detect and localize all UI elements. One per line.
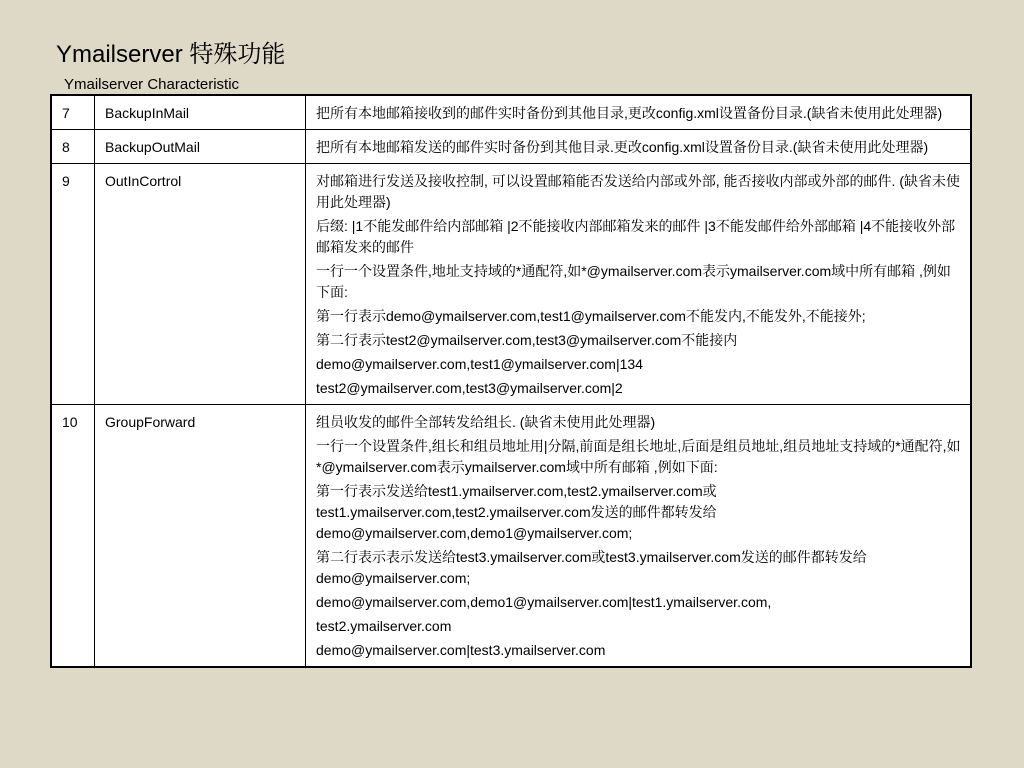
table-row [51,164,971,405]
feature-description [306,164,972,405]
feature-table [50,94,972,668]
feature-description [306,95,972,130]
description-line: 对邮箱进行发送及接收控制, 可以设置邮箱能否发送给内部或外部, 能否接收内部或外部的邮件. (缺省未使用此处理器) [316,173,960,210]
description-line: 第二行表示表示发送给test3.ymailserver.com或test3.ymailserver.com发送的邮件都转发给demo@ymailserver.com; [316,549,867,586]
description-line: 第一行表示发送给test1.ymailserver.com,test2.ymailserver.com或test1.ymailserver.com,test2.ymailserver.com发送的邮件都转发给demo@ymailserver.com,demo1@ymailserver.com; [316,483,717,541]
table-row [51,130,971,164]
feature-name: BackupOutMail [95,130,306,164]
row-number: 9 [51,164,95,405]
row-number: 8 [51,130,95,164]
description-line: demo@ymailserver.com|test3.ymailserver.com [316,642,606,658]
description-line: 把所有本地邮箱发送的邮件实时备份到其他目录.更改config.xml设置备份目录.(缺省未使用此处理器) [316,139,929,155]
description-line: demo@ymailserver.com,demo1@ymailserver.com|test1.ymailserver.com, [316,594,772,610]
row-number: 10 [51,405,95,668]
slide-title: Ymailserver 特殊功能 [56,41,286,68]
slide-subtitle: Ymailserver Characteristic [64,76,240,93]
description-line: 一行一个设置条件,地址支持域的*通配符,如*@ymailserver.com表示ymailserver.com域中所有邮箱 ,例如下面: [316,263,951,300]
description-line: 把所有本地邮箱接收到的邮件实时备份到其他目录,更改config.xml设置备份目录.(缺省未使用此处理器) [316,105,943,121]
feature-name: OutInCortrol [95,164,306,405]
feature-description [306,405,972,668]
feature-name: BackupInMail [95,95,306,130]
description-line: 组员收发的邮件全部转发给组长. (缺省未使用此处理器) [316,414,656,430]
feature-description [306,130,972,164]
table-row [51,95,971,130]
description-line: 第二行表示test2@ymailserver.com,test3@ymailserver.com不能接内 [316,332,738,348]
row-number: 7 [51,95,95,130]
description-line: 后缀: |1不能发邮件给内部邮箱 |2不能接收内部邮箱发来的邮件 |3不能发邮件给外部邮箱 |4不能接收外部邮箱发来的邮件 [316,218,956,255]
description-line: test2@ymailserver.com,test3@ymailserver.com|2 [316,380,623,396]
description-line: 一行一个设置条件,组长和组员地址用|分隔,前面是组长地址,后面是组员地址,组员地址支持域的*通配符,如*@ymailserver.com表示ymailserver.com域中所有邮箱 ,例如下面: [316,438,961,475]
table-row [51,405,971,668]
description-line: 第一行表示demo@ymailserver.com,test1@ymailserver.com不能发内,不能发外,不能接外; [316,308,866,324]
description-line: demo@ymailserver.com,test1@ymailserver.com|134 [316,356,643,372]
feature-name: GroupForward [95,405,306,668]
description-line: test2.ymailserver.com [316,618,452,634]
